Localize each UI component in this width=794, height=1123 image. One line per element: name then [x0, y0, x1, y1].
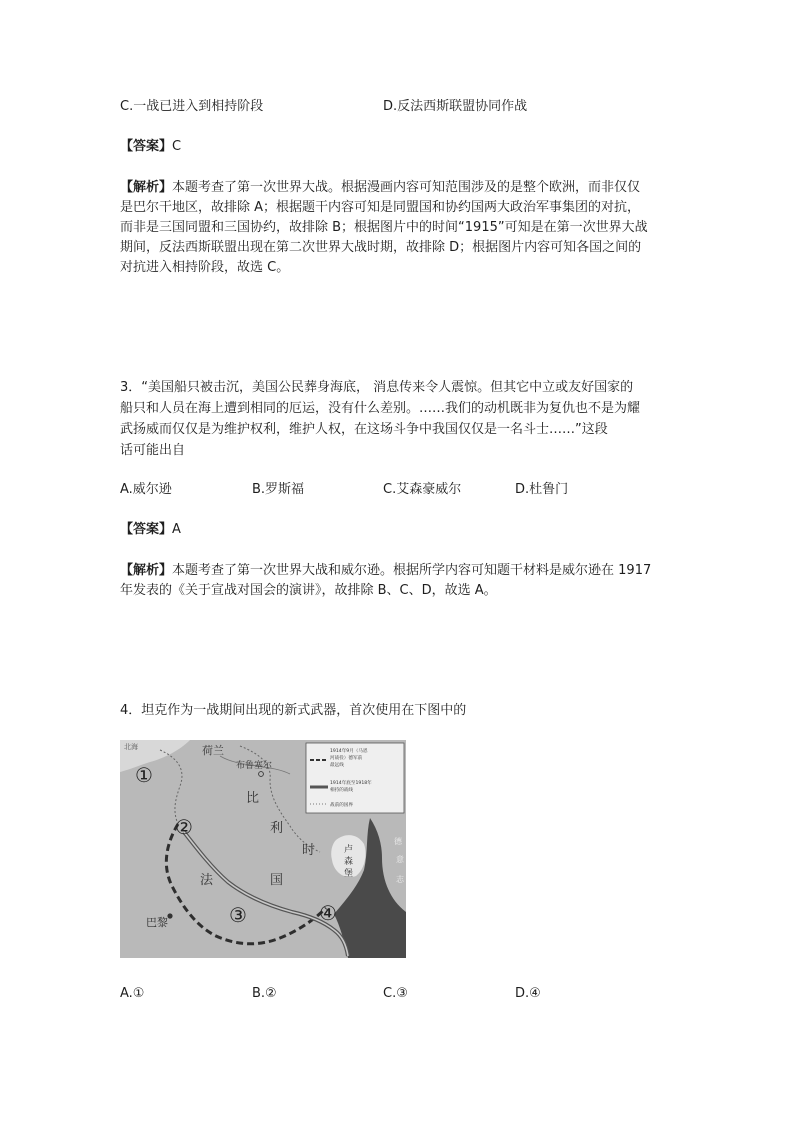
- legend-text: 1914年9月（马恩: [330, 749, 368, 754]
- q2-option-c: C.一战已进入到相持阶段: [120, 99, 264, 114]
- map-marker-3: ③: [229, 903, 247, 927]
- answer-value: A: [172, 522, 181, 537]
- q2-analysis-line: 而非是三国同盟和三国协约，故排除 B；根据图片中的时间“1915”可知是在第一次世界大战: [120, 220, 648, 235]
- q2-option-d: D.反法西斯联盟协同作战: [383, 99, 528, 114]
- q4-stem: 4．坦克作为一战期间出现的新式武器，首次使用在下图中的: [120, 703, 467, 718]
- q3-stem-line: 船只和人员在海上遭到相同的厄运，没有什么差别。……我们的动机既非为复仇也不是为耀: [120, 401, 641, 416]
- q4-option-a: A.①: [120, 986, 145, 1001]
- map-label-bi: 比: [246, 791, 260, 806]
- answer-label: 【答案】: [120, 139, 173, 154]
- q3-analysis-line: 【解析】本题考查了第一次世界大战和威尔逊。根据所学内容可知题干材料是威尔逊在 1917: [120, 563, 652, 578]
- map-label-lu: 卢: [344, 845, 354, 855]
- map-label-brussels: 布鲁塞尔: [236, 761, 273, 771]
- q3-option-b: B.罗斯福: [252, 482, 305, 497]
- map-label-edge: 德: [394, 837, 402, 846]
- q4-option-b: B.②: [252, 986, 277, 1001]
- map-label-li: 利: [270, 821, 284, 836]
- q4-option-c: C.③: [383, 986, 408, 1001]
- map-label-sen: 森: [344, 857, 354, 867]
- map-label-holland: 荷兰: [202, 744, 224, 757]
- q2-analysis-line: 对抗进入相持阶段，故选 C。: [120, 260, 290, 275]
- legend-text: 战前的国界: [330, 803, 353, 808]
- legend-text: 1914年底至1918年: [330, 781, 372, 786]
- q3-stem-line: 武扬威而仅仅是为维护权利，维护人权，在这场斗争中我国仅仅是一名斗士……”这段: [120, 422, 608, 437]
- legend-text: 最远线: [330, 763, 344, 768]
- q2-analysis-line: 期间，反法西斯联盟出现在第二次世界大战时期，故排除 D；根据图片内容可知各国之间的: [120, 240, 642, 255]
- q3-answer: [120, 521, 181, 539]
- map-marker-1: ①: [135, 763, 153, 787]
- analysis-label: 【解析】: [120, 180, 173, 195]
- map-marker-4: ④: [319, 901, 337, 925]
- answer-value: C: [172, 139, 182, 154]
- q3-option-c: C.艾森豪威尔: [383, 482, 462, 497]
- q2-analysis-line: 【解析】本题考查了第一次世界大战。根据漫画内容可知范围涉及的是整个欧洲，而非仅仅: [120, 180, 641, 195]
- q3-option-a: A.威尔逊: [120, 482, 172, 497]
- map-label-fa: 法: [200, 873, 214, 888]
- western-front-map: [120, 740, 406, 958]
- q3-stem-line: 话可能出自: [120, 443, 186, 458]
- map-marker-2: ②: [175, 815, 193, 839]
- q2-analysis-line: 是巴尔干地区，故排除 A；根据题干内容可知是同盟国和协约国两大政治军事集团的对抗，: [120, 200, 641, 215]
- q3-option-d: D.杜鲁门: [515, 482, 569, 497]
- map-label-edge: 意: [396, 855, 404, 864]
- q3-stem-line: 3．“美国船只被击沉，美国公民葬身海底， 消息传来令人震惊。但其它中立或友好国家的: [120, 380, 634, 395]
- q4-option-d: D.④: [515, 986, 541, 1001]
- map-label-bao: 堡: [344, 869, 354, 879]
- paris-dot-icon: [167, 913, 172, 918]
- q3-analysis-line: 年发表的《关于宣战对国会的演讲》，故排除 B、C、D，故选 A。: [120, 583, 497, 598]
- map-label-shi: 时: [302, 843, 316, 858]
- legend-text: 河战役）德军前: [330, 756, 363, 761]
- legend-text: 相持的战线: [330, 788, 353, 793]
- map-label-guo: 国: [270, 873, 284, 888]
- map-label-paris: 巴黎: [146, 916, 168, 929]
- analysis-label: 【解析】: [120, 563, 173, 578]
- answer-label: 【答案】: [120, 522, 173, 537]
- map-label-corner: 北海: [124, 743, 138, 751]
- map-label-edge: 志: [396, 875, 404, 884]
- q2-answer: [120, 138, 181, 156]
